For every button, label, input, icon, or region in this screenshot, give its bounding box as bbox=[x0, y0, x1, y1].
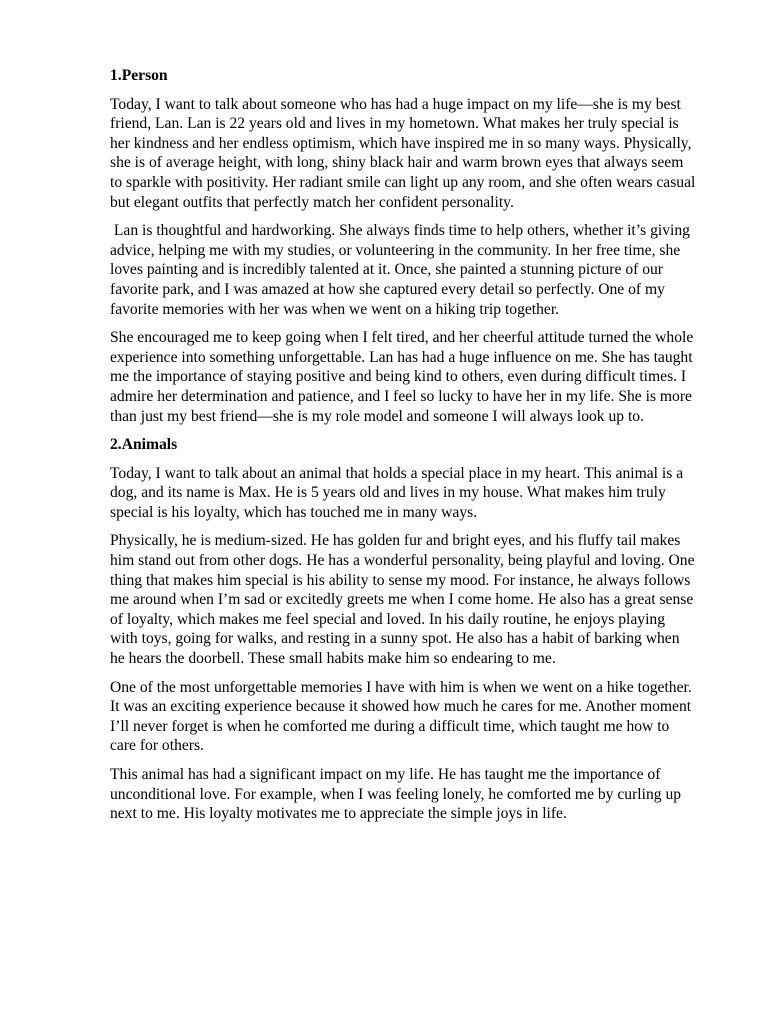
section-heading: 2.Animals bbox=[110, 436, 178, 454]
paragraph: This animal has had a significant impact on my life. He has taught me the importance of unconditional love. For example, when I was feeling lonely, he comforted me by curling up next to me. His loyalty motivates me to appreciate the simple joys in life. bbox=[110, 766, 685, 823]
paragraph: One of the most unforgettable memories I have with him is when we went on a hike together. It was an exciting experience because it showed how much he cares for me. Another moment I’ll never forget is when he comforted me during a difficult time, which taught me how to care for others. bbox=[110, 678, 696, 755]
paragraph: She encouraged me to keep going when I felt tired, and her cheerful attitude turned the whole experience into something unforgettable. Lan has had a huge influence on me. She has taught me the importance of staying positive and being kind to others, even during difficult times. I admire her determination and patience, and I feel so lucky to have her in my life. She is more than just my best friend—she is my role model and someone I will always look up to. bbox=[110, 329, 698, 425]
paragraph: Today, I want to talk about someone who has had a huge impact on my life—she is my best friend, Lan. Lan is 22 years old and lives in my hometown. What makes her truly special is her kindness and her endless optimism, which have inspired me in so many ways. Physically, she is of average height, with long, shiny black hair and warm brown eyes that always seem to sparkle with positivity. Her radiant smile can light up any room, and she often wears casual but elegant outfits that perfectly match her confident personality. bbox=[110, 95, 700, 211]
section-heading: 1.Person bbox=[110, 67, 168, 84]
section-person bbox=[110, 66, 700, 426]
paragraph: Today, I want to talk about an animal that holds a special place in my heart. This animal is a dog, and its name is Max. He is 5 years old and lives in my house. What makes him truly special is his loyalty, which has touched me in many ways. bbox=[110, 464, 688, 521]
section-animals bbox=[110, 435, 699, 824]
paragraph: Lan is thoughtful and hardworking. She always finds time to help others, whether it’s giving advice, helping me with my studies, or volunteering in the community. In her free time, she loves painting and is incredibly talented at it. Once, she painted a stunning picture of our favorite park, and I was amazed at how she captured every detail so perfectly. One of my favorite memories with her was when we went on a hiking trip together. bbox=[110, 222, 694, 318]
paragraph: Physically, he is medium-sized. He has golden fur and bright eyes, and his fluffy tail makes him stand out from other dogs. He has a wonderful personality, being playful and loving. One thing that makes him special is his ability to sense my mood. For instance, he always follows me around when I’m sad or excitedly greets me when I come home. He also has a great sense of loyalty, which makes me feel special and loved. In his daily routine, he enjoys playing with toys, going for walks, and resting in a sunny spot. He also has a habit of barking when he hears the doorbell. These small habits make him so endearing to me. bbox=[110, 532, 699, 668]
document-page bbox=[110, 66, 700, 833]
